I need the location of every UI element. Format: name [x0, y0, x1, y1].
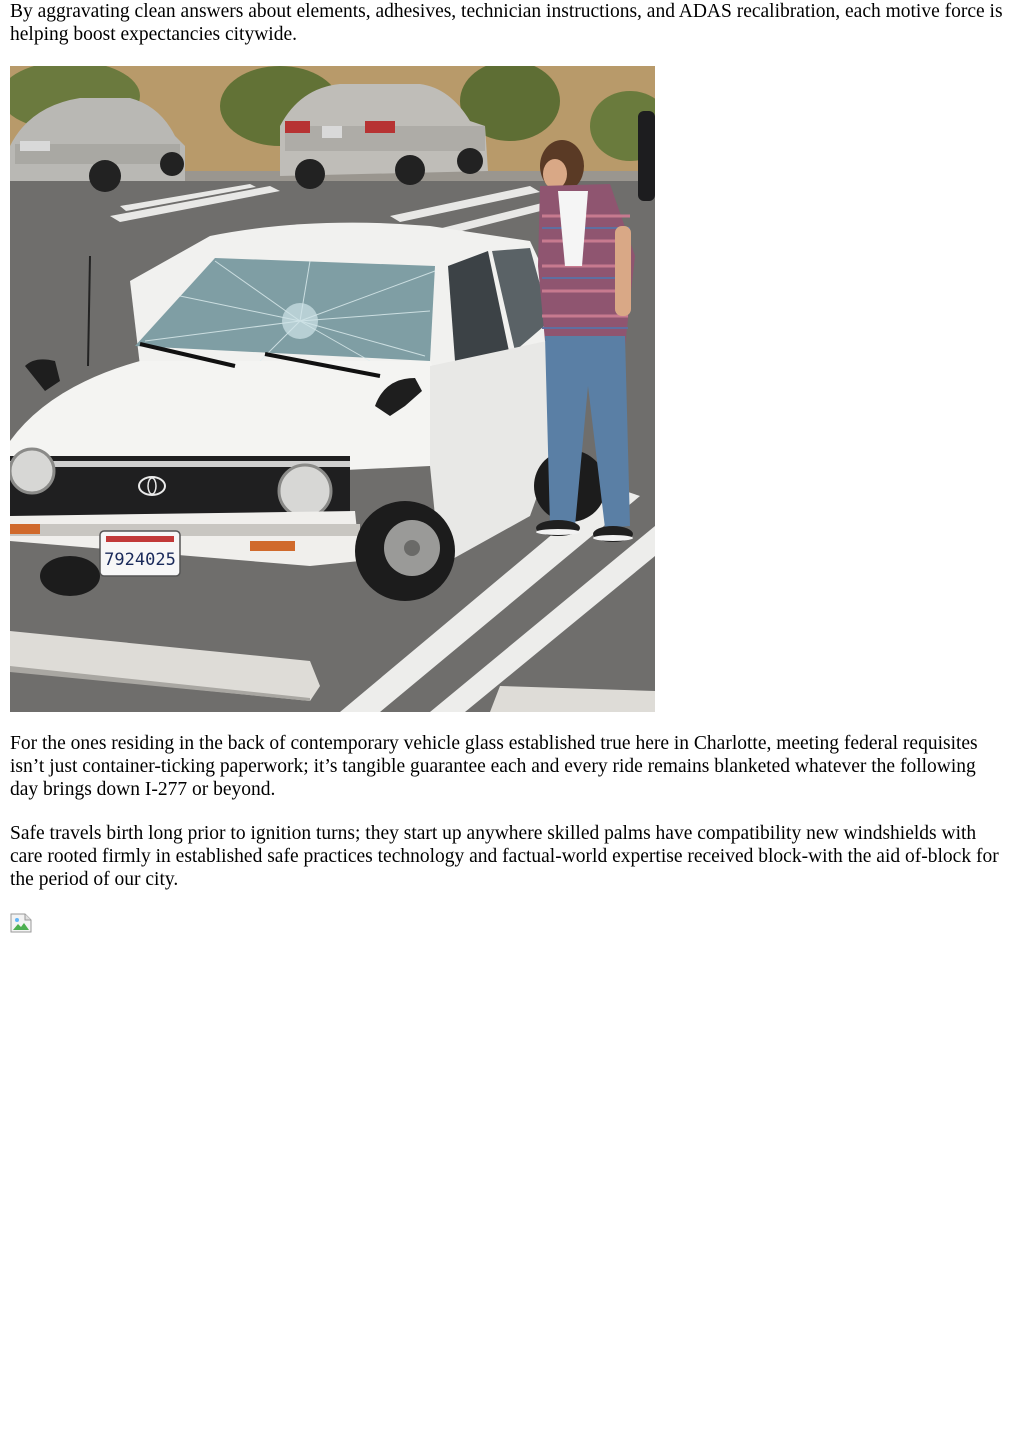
paragraph-intro: By aggravating clean answers about elements, adhesives, technician instructions, and ADAS recalibration, each motive force is helping boost expectancies citywide. — [10, 1, 1003, 45]
broken-windshield-photo — [10, 66, 655, 712]
paragraph-federal-requisites: For the ones residing in the back of contemporary vehicle glass established true here in Charlotte, meeting federal requisites isn’t just container-ticking paperwork; it’s tangible guarantee each and every ride remains blanketed whatever the following day brings down I-277 or beyond. — [10, 733, 978, 800]
paragraph-safe-travels: Safe travels birth long prior to ignition turns; they start up anywhere skilled palms have compatibility new windshields with care rooted firmly in established safe practices technology and factual-world expertise received block-with the aid of-block for the period of our city. — [10, 823, 999, 890]
license-plate-text: 7924025 — [104, 550, 176, 570]
broken-image-icon — [10, 913, 32, 933]
background-car-right — [638, 111, 655, 201]
